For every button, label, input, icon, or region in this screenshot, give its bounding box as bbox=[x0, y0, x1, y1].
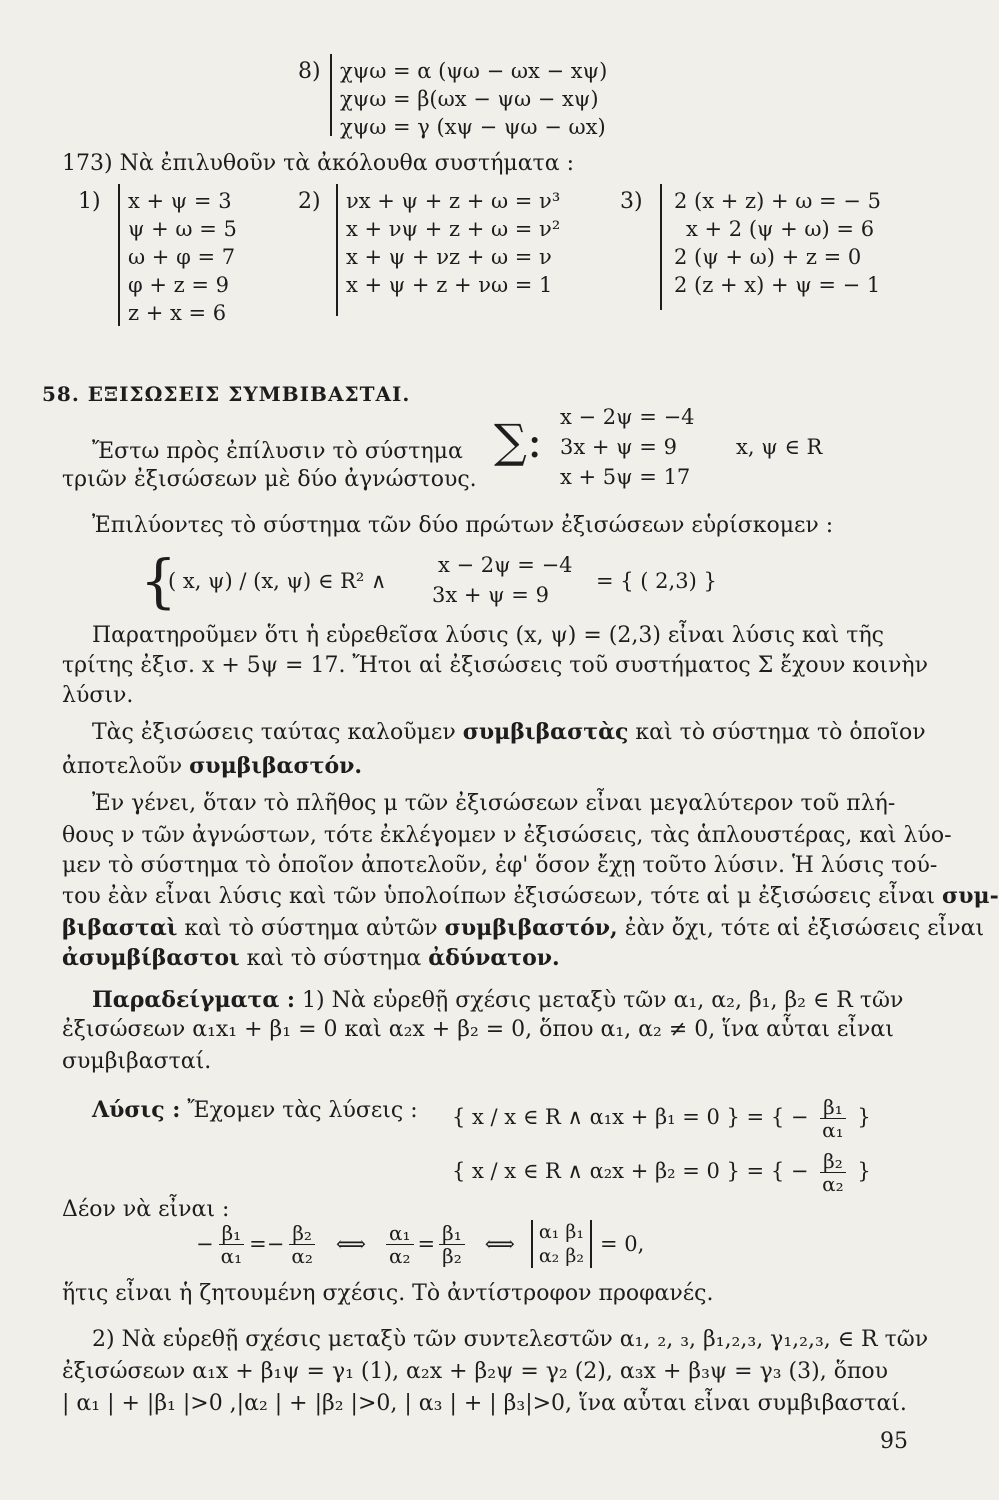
text: καὶ τὸ σύστημα τὸ ὁποῖον bbox=[635, 720, 926, 745]
term: συμ- bbox=[942, 883, 999, 909]
denominator: β₂ bbox=[442, 1243, 462, 1268]
paragraph-line bbox=[62, 944, 560, 973]
paragraph-line: λύσιν. bbox=[62, 683, 134, 708]
system-3-line: 2 (z + x) + ψ = − 1 bbox=[674, 273, 881, 297]
text: καὶ τὸ σύστημα bbox=[246, 946, 422, 971]
intro-line-2: τριῶν ἐξισώσεων μὲ δύο ἀγνώστους. bbox=[62, 467, 477, 492]
paragraph-line bbox=[62, 882, 999, 911]
system-1-line: φ + z = 9 bbox=[128, 273, 230, 297]
minus: − bbox=[790, 1105, 809, 1129]
example-2-line-3: | α₁ | + |β₁ |>0 ,|α₂ | + |β₂ |>0, | α₃ | + | β₃|>0, ἵνα αὗται εἶναι συμβιβασταί. bbox=[62, 1391, 907, 1416]
fraction bbox=[819, 1096, 847, 1141]
system-2-line: νx + ψ + z + ω = ν³ bbox=[346, 189, 561, 213]
system-2-line: x + ψ + z + νω = 1 bbox=[346, 273, 553, 297]
system-3-line: 2 (x + z) + ω = − 5 bbox=[674, 189, 881, 213]
solution-label: Λύσις : bbox=[92, 1097, 181, 1123]
term: ἀδύνατον. bbox=[428, 945, 560, 971]
solution-set-2 bbox=[452, 1150, 871, 1195]
paragraph-2-line-2 bbox=[62, 752, 362, 781]
set-text: { x / x ∈ R ∧ α₂x + β₂ = 0 } = { bbox=[452, 1159, 785, 1183]
relation-line: ἥτις εἶναι ἡ ζητουμένη σχέσις. Τὸ ἀντίστροφον προφανές. bbox=[62, 1281, 714, 1306]
paragraph-line: Παρατηροῦμεν ὅτι ἡ εὑρεθεῖσα λύσις (x, ψ) = (2,3) εἶναι λύσις καὶ τῆς bbox=[92, 623, 884, 648]
numerator: β₁ bbox=[219, 1222, 245, 1245]
term-symbivaston: συμβιβαστόν. bbox=[189, 753, 363, 779]
must-line: Δέον νὰ εἶναι : bbox=[62, 1197, 230, 1222]
set-right: = { ( 2,3) } bbox=[596, 569, 717, 593]
fraction bbox=[439, 1222, 465, 1267]
system-1-line: ω + φ = 7 bbox=[128, 245, 236, 269]
system-8-line-1: χψω = α (ψω − ωx − xψ) bbox=[340, 59, 608, 83]
close-brace: } bbox=[857, 1105, 871, 1129]
numerator: β₁ bbox=[439, 1222, 465, 1245]
section-heading: 58. ΕΞΙΣΩΣΕΙΣ ΣΥΜΒΙΒΑΣΤΑΙ. bbox=[42, 382, 411, 406]
paragraph-line: μεν τὸ σύστημα τὸ ὁποῖον ἀποτελοῦν, ἐφ' ὅσον ἔχῃ τοῦτο λύσιν. Ἡ λύσις τού- bbox=[62, 853, 938, 878]
minus: − bbox=[196, 1232, 214, 1256]
minus: − bbox=[790, 1159, 809, 1183]
condition-equation bbox=[196, 1220, 644, 1268]
solution-set-1 bbox=[452, 1096, 871, 1141]
system-2-bar bbox=[336, 184, 338, 316]
denominator: α₁ bbox=[220, 1243, 243, 1268]
system-1-line: x + ψ = 3 bbox=[128, 189, 232, 213]
numerator: α₁ bbox=[386, 1222, 414, 1245]
text: καὶ τὸ σύστημα αὐτῶν bbox=[184, 916, 438, 941]
term: ἀσυμβίβαστοι bbox=[62, 945, 240, 971]
sigma-eq-3: x + 5ψ = 17 bbox=[560, 465, 691, 489]
example-2-line-1: 2) Νὰ εὑρεθῇ σχέσις μεταξὺ τῶν συντελεστῶν α₁, ₂, ₃, β₁,₂,₃, γ₁,₂,₃, ∈ R τῶν bbox=[92, 1327, 929, 1352]
text: ἐὰν ὄχι, τότε αἱ ἐξισώσεις εἶναι bbox=[624, 916, 985, 941]
paragraph-line: Ἐν γένει, ὅταν τὸ πλῆθος μ τῶν ἐξισώσεων εἶναι μεγαλύτερον τοῦ πλή- bbox=[92, 791, 896, 816]
det-row: α₂ β₂ bbox=[538, 1245, 584, 1267]
term: συμβιβαστόν, bbox=[444, 915, 618, 941]
denominator: α₂ bbox=[822, 1172, 844, 1196]
term-symbivastas: συμβιβαστὰς bbox=[462, 719, 629, 745]
cond-tail: = 0, bbox=[599, 1232, 645, 1256]
system-1-bar bbox=[118, 184, 120, 326]
system-8-line-2: χψω = β(ωx − ψω − xψ) bbox=[340, 87, 599, 111]
text: Ἔχομεν τὰς λύσεις : bbox=[187, 1098, 418, 1123]
system-8-line-3: χψω = γ (xψ − ψω − ωx) bbox=[340, 115, 606, 139]
fraction bbox=[386, 1222, 414, 1267]
equals: = bbox=[249, 1232, 267, 1256]
sigma-symbol: ∑: bbox=[494, 414, 543, 468]
determinant bbox=[531, 1220, 592, 1268]
examples-label: Παραδείγματα : bbox=[92, 987, 296, 1013]
system-1-label: 1) bbox=[78, 189, 101, 214]
text: 1) Νὰ εὑρεθῇ σχέσις μεταξὺ τῶν α₁, α₂, β₁, β₂ ∈ R τῶν bbox=[302, 988, 904, 1013]
numerator: β₁ bbox=[820, 1096, 846, 1119]
denominator: α₂ bbox=[389, 1243, 411, 1268]
system-3-line: x + 2 (ψ + ω) = 6 bbox=[686, 217, 875, 241]
det-row: α₁ β₁ bbox=[538, 1221, 584, 1243]
paragraph-line: θους ν τῶν ἀγνώστων, τότε ἐκλέγομεν ν ἐξισώσεις, τὰς ἁπλουστέρας, καὶ λύο- bbox=[62, 823, 952, 848]
denominator: α₂ bbox=[291, 1243, 313, 1268]
text: ἀποτελοῦν bbox=[62, 754, 183, 779]
system-1-line: z + x = 6 bbox=[128, 301, 227, 325]
paragraph-2-line-1 bbox=[92, 718, 926, 747]
sigma-domain: x, ψ ∈ R bbox=[736, 435, 823, 459]
equals: = bbox=[417, 1232, 436, 1256]
term: βιβασταὶ bbox=[62, 915, 178, 941]
system-2-label: 2) bbox=[298, 189, 321, 214]
left-brace: { bbox=[140, 547, 177, 615]
solve-line: Ἐπιλύοντες τὸ σύστημα τῶν δύο πρώτων ἐξισώσεων εὑρίσκομεν : bbox=[92, 513, 834, 538]
system-1-line: ψ + ω = 5 bbox=[128, 217, 237, 241]
iff-arrow: ⟺ bbox=[484, 1232, 515, 1256]
text: Τὰς ἐξισώσεις ταύτας καλοῦμεν bbox=[92, 720, 456, 745]
denominator: α₁ bbox=[822, 1118, 844, 1142]
numerator: β₂ bbox=[820, 1150, 846, 1173]
page-number: 95 bbox=[880, 1429, 908, 1454]
paragraph-line: τρίτης ἐξισ. x + 5ψ = 17. Ἤτοι αἱ ἐξισώσεις τοῦ συστήματος Σ ἔχουν κοινὴν bbox=[62, 653, 928, 678]
numerator: β₂ bbox=[289, 1222, 315, 1245]
system-2-line: x + ψ + νz + ω = ν bbox=[346, 245, 552, 269]
intro-line-1: Ἔστω πρὸς ἐπίλυσιν τὸ σύστημα bbox=[92, 439, 463, 464]
set-eq-2: 3x + ψ = 9 bbox=[432, 583, 549, 607]
solution-line bbox=[92, 1096, 418, 1125]
system-8-label: 8) bbox=[298, 59, 321, 84]
example-1-line-3: συμβιβασταί. bbox=[62, 1049, 212, 1074]
paragraph-line bbox=[62, 914, 984, 943]
system-3-bar bbox=[660, 184, 662, 310]
set-left: ( x, ψ) / (x, ψ) ∈ R² ∧ bbox=[168, 569, 387, 593]
example-2-line-2: ἐξισώσεων α₁x + β₁ψ = γ₁ (1), α₂x + β₂ψ = γ₂ (2), α₃x + β₃ψ = γ₃ (3), ὅπου bbox=[62, 1359, 889, 1384]
system-2-line: x + νψ + z + ω = ν² bbox=[346, 217, 561, 241]
text: του ἐὰν εἶναι λύσις καὶ τῶν ὑπολοίπων ἐξισώσεων, τότε αἱ μ ἐξισώσεις εἶναι bbox=[62, 884, 936, 909]
system-3-label: 3) bbox=[620, 189, 643, 214]
fraction bbox=[218, 1222, 246, 1267]
system-3-line: 2 (ψ + ω) + z = 0 bbox=[674, 245, 862, 269]
fraction bbox=[288, 1222, 316, 1267]
example-1-line-2: ἐξισώσεων α₁x₁ + β₁ = 0 καὶ α₂x + β₂ = 0, ὅπου α₁, α₂ ≠ 0, ἵνα αὗται εἶναι bbox=[62, 1017, 894, 1042]
exercise-173-title: 173) Νὰ ἐπιλυθοῦν τὰ ἀκόλουθα συστήματα : bbox=[62, 151, 574, 176]
sigma-eq-1: x − 2ψ = −4 bbox=[560, 405, 695, 429]
set-text: { x / x ∈ R ∧ α₁x + β₁ = 0 } = { bbox=[452, 1105, 785, 1129]
minus: − bbox=[266, 1232, 285, 1256]
close-brace: } bbox=[857, 1159, 871, 1183]
sigma-eq-2: 3x + ψ = 9 bbox=[560, 435, 677, 459]
system-8-bar bbox=[330, 54, 332, 136]
iff-arrow: ⟺ bbox=[335, 1232, 366, 1256]
fraction bbox=[819, 1150, 847, 1195]
example-1-line-1 bbox=[92, 986, 903, 1015]
set-eq-1: x − 2ψ = −4 bbox=[438, 553, 573, 577]
